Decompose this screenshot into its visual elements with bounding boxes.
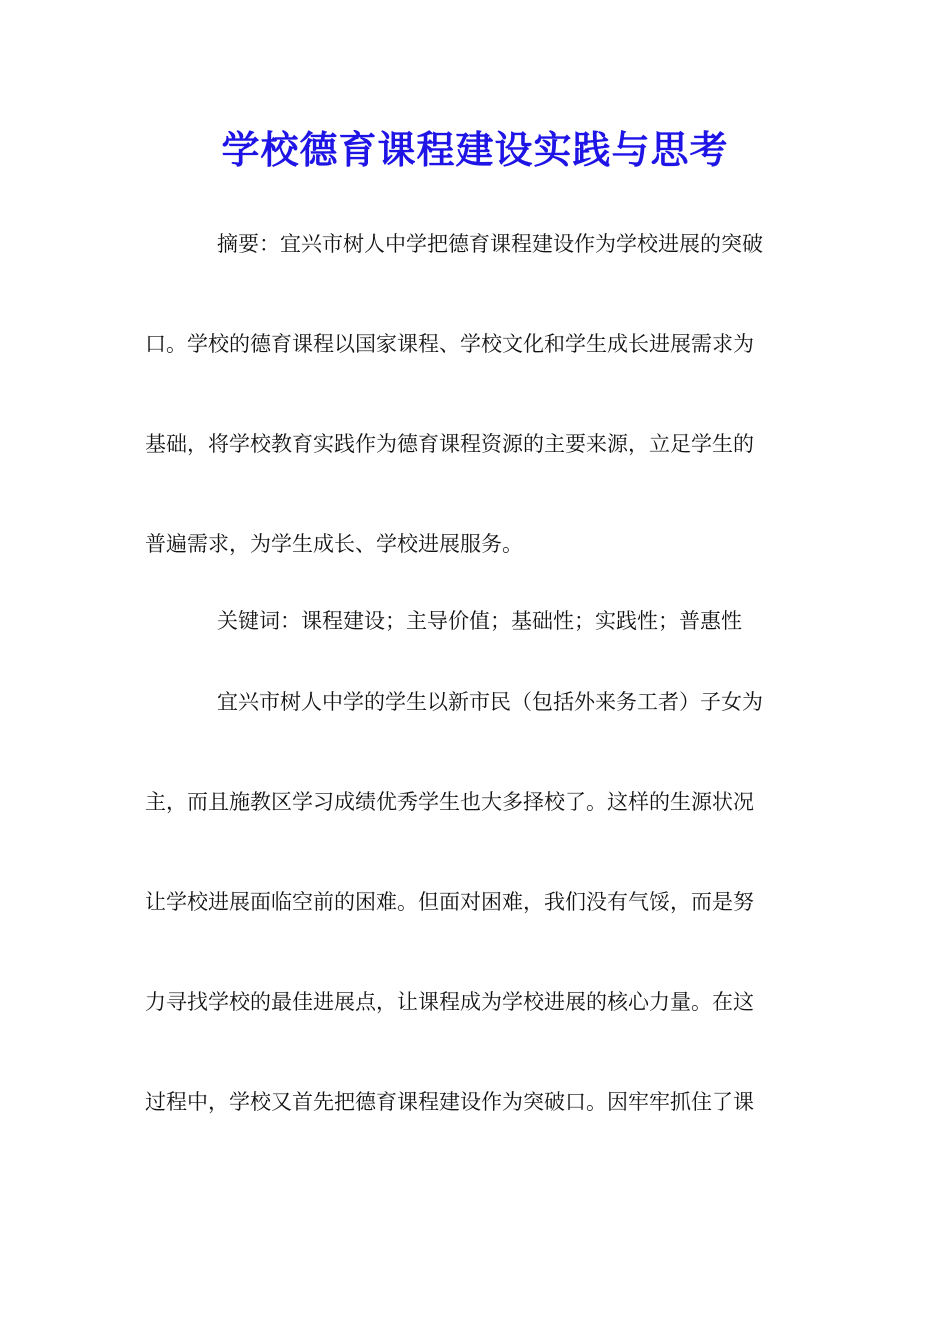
abstract-line: 口。学校的德育课程以国家课程、学校文化和学生成长进展需求为	[145, 332, 754, 356]
document-title: 学校德育课程建设实践与思考	[221, 127, 729, 172]
body-line: 宜兴市树人中学的学生以新市民（包括外来务工者）子女为	[217, 690, 763, 714]
abstract-line: 普遍需求，为学生成长、学校进展服务。	[145, 532, 523, 556]
keywords-line: 关键词：课程建设；主导价值；基础性；实践性；普惠性	[217, 609, 742, 633]
body-line: 让学校进展面临空前的困难。但面对困难，我们没有气馁，而是努	[145, 890, 754, 914]
body-line: 力寻找学校的最佳进展点，让课程成为学校进展的核心力量。在这	[145, 990, 754, 1014]
abstract-line: 摘要：宜兴市树人中学把德育课程建设作为学校进展的突破	[217, 232, 763, 256]
body-paragraph	[145, 652, 805, 1152]
abstract-paragraph	[145, 194, 805, 594]
body-line: 过程中，学校又首先把德育课程建设作为突破口。因牢牢抓住了课	[145, 1090, 754, 1114]
abstract-line: 基础，将学校教育实践作为德育课程资源的主要来源，立足学生的	[145, 432, 754, 456]
body-line: 主，而且施教区学习成绩优秀学生也大多择校了。这样的生源状况	[145, 790, 754, 814]
